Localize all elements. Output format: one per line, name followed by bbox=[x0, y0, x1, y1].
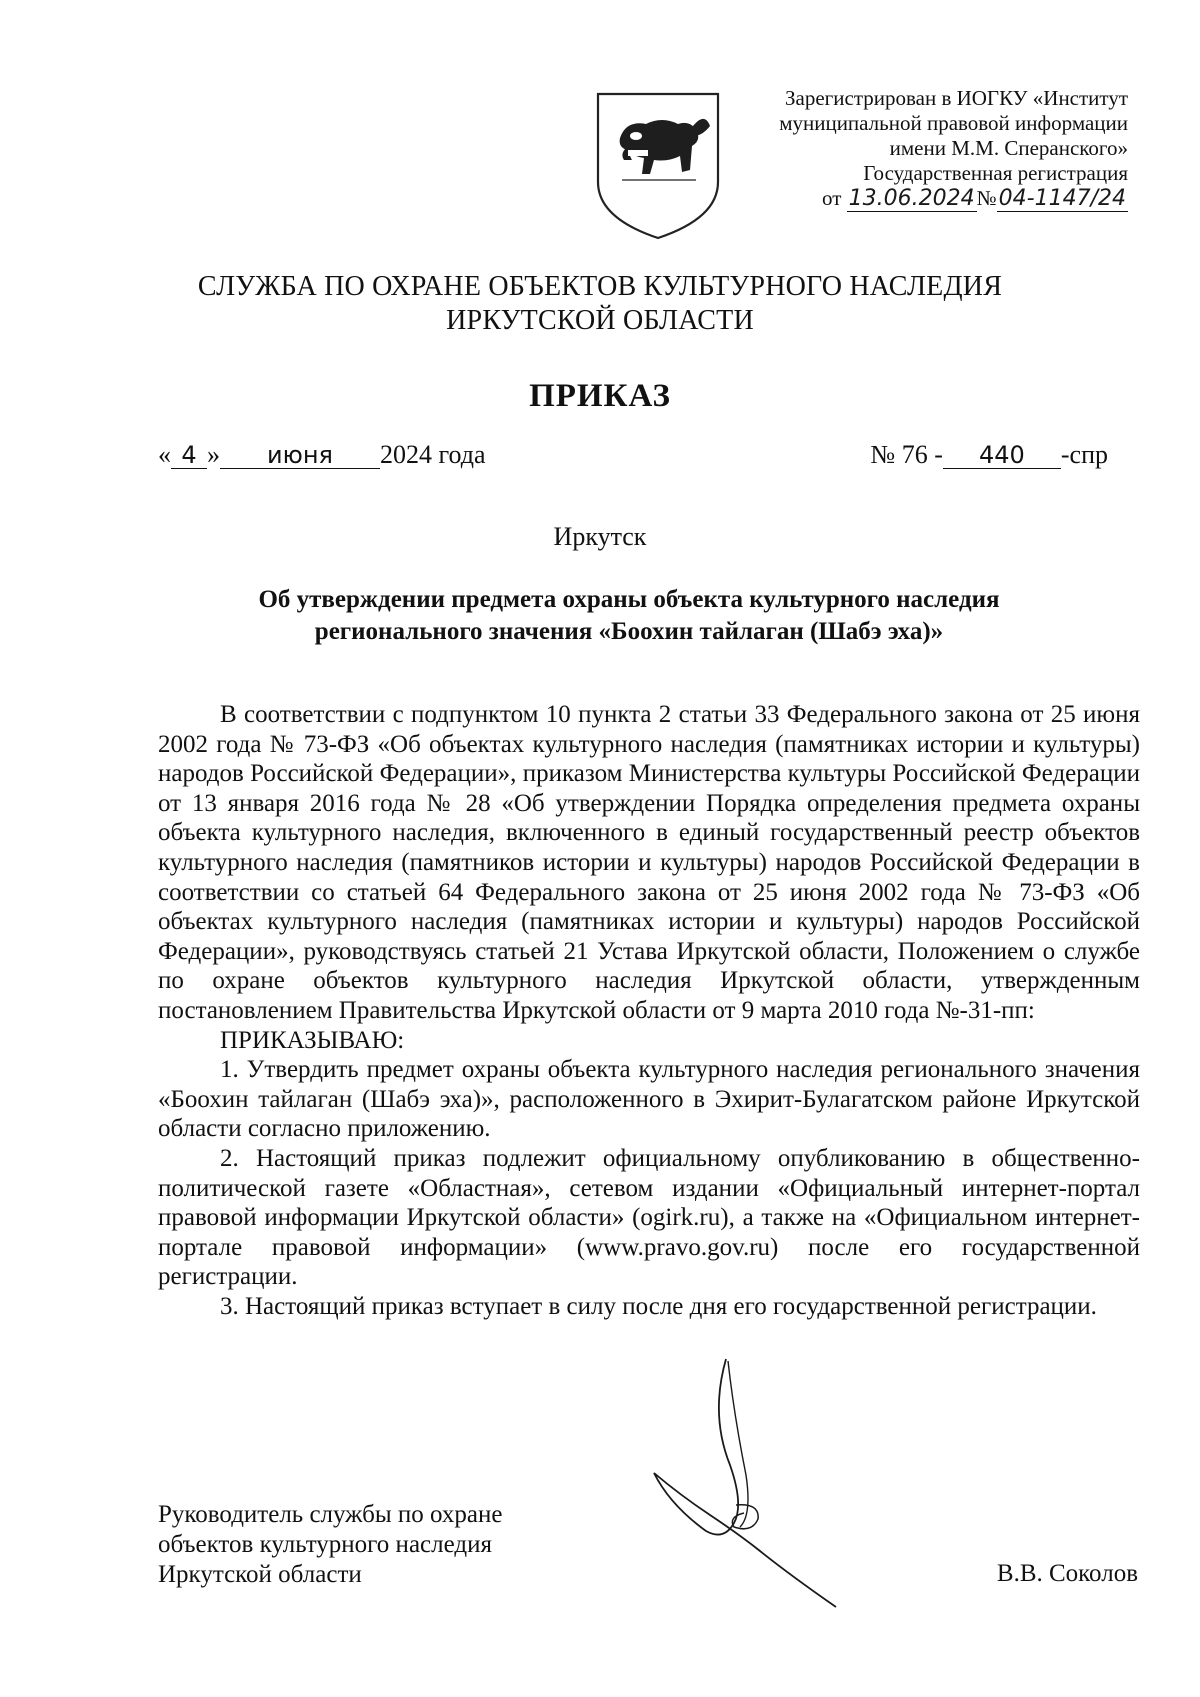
order-item-2: 2. Настоящий приказ подлежит официальному опубликованию в общественно-политической газете «Областная», сетевом издании «Официальный интернет-портал правовой информации Иркутской области» (ogirk.ru), а также на «Официальном интернет-портале правовой информации» (www.pravo.gov.ru) после его государственной регистрации. bbox=[158, 1144, 1140, 1291]
registration-line-1: Зарегистрирован в ИОГКУ «Институт bbox=[784, 86, 1128, 110]
title-line-2: регионального значения «Боохин тайлаган (Шабэ эха)» bbox=[314, 618, 944, 645]
agency-line-2: ИРКУТСКОЙ ОБЛАСТИ bbox=[446, 305, 754, 336]
order-date bbox=[158, 440, 486, 470]
agency-header bbox=[0, 270, 1200, 338]
order-month: июня bbox=[220, 442, 380, 469]
handwritten-signature-icon bbox=[640, 1355, 850, 1615]
registration-stamp bbox=[708, 86, 1128, 212]
order-number-prefix: № 76 - bbox=[870, 440, 943, 469]
order-number-suffix: -спр bbox=[1060, 440, 1108, 469]
registration-number: 04-1147/24 bbox=[998, 186, 1126, 211]
signatory-name: В.В. Соколов bbox=[996, 1560, 1138, 1587]
position-line-1: Руководитель службы по охране bbox=[158, 1501, 503, 1528]
date-quote-close: » bbox=[207, 440, 220, 469]
registration-line-3: имени М.М. Сперанского» bbox=[889, 136, 1128, 160]
position-line-3: Иркутской области bbox=[158, 1561, 362, 1588]
date-quote-open: « bbox=[158, 440, 171, 469]
order-number-value: 440 bbox=[943, 442, 1061, 469]
registration-date: 13.06.2024 bbox=[848, 186, 975, 211]
title-line-1: Об утверждении предмета охраны объекта культурного наследия bbox=[258, 586, 1000, 613]
order-year: 2024 года bbox=[380, 440, 486, 469]
preamble-paragraph: В соответствии с подпунктом 10 пункта 2 статьи 33 Федерального закона от 25 июня 2002 года № 73-ФЗ «Об объектах культурного наследия (памятниках истории и культуры) народов Российской Федерации», приказом Министерства культуры Российской Федерации от 13 января 2016 года № 28 «Об утверждении Порядка определения предмета охраны объекта культурного наследия, включенного в единый государственный реестр объектов культурного наследия (памятников истории и культуры) народов Российской Федерации в соответствии со статьей 64 Федерального закона от 25 июня 2002 года № 73-ФЗ «Об объектах культурного наследия (памятниках истории и культуры) народов Российской Федерации», руководствуясь статьей 21 Устава Иркутской области, Положением о службе по охране объектов культурного наследия Иркутской области, утвержденным постановлением Правительства Иркутской области от 9 марта 2010 года №-31-пп: bbox=[158, 701, 1140, 1024]
order-word: ПРИКАЗЫВАЮ: bbox=[220, 1026, 405, 1054]
city: Иркутск bbox=[553, 522, 647, 551]
document-title bbox=[150, 584, 1108, 648]
order-number bbox=[870, 440, 1108, 470]
registration-line-2: муниципальной правовой информации bbox=[779, 111, 1128, 135]
signatory-position bbox=[158, 1500, 568, 1590]
document-type: ПРИКАЗ bbox=[529, 378, 671, 414]
registration-date-row bbox=[708, 186, 1128, 212]
registration-number-prefix: № bbox=[976, 186, 997, 210]
order-item-3: 3. Настоящий приказ вступает в силу после дня его государственной регистрации. bbox=[220, 1292, 1097, 1320]
agency-line-1: СЛУЖБА ПО ОХРАНЕ ОБЪЕКТОВ КУЛЬТУРНОГО НАСЛЕДИЯ bbox=[197, 271, 1003, 302]
order-item-1: 1. Утвердить предмет охраны объекта культурного наследия регионального значения «Боохин тайлаган (Шабэ эха)», расположенного в Эхирит-Булагатском районе Иркутской области согласно приложению. bbox=[158, 1056, 1140, 1143]
irkutsk-coat-of-arms-icon bbox=[592, 90, 724, 242]
document-body bbox=[158, 700, 1140, 1321]
registration-line-4: Государственная регистрация bbox=[863, 161, 1128, 185]
position-line-2: объектов культурного наследия bbox=[158, 1531, 492, 1558]
registration-from-prefix: от bbox=[822, 186, 842, 210]
order-day: 4 bbox=[171, 442, 207, 469]
